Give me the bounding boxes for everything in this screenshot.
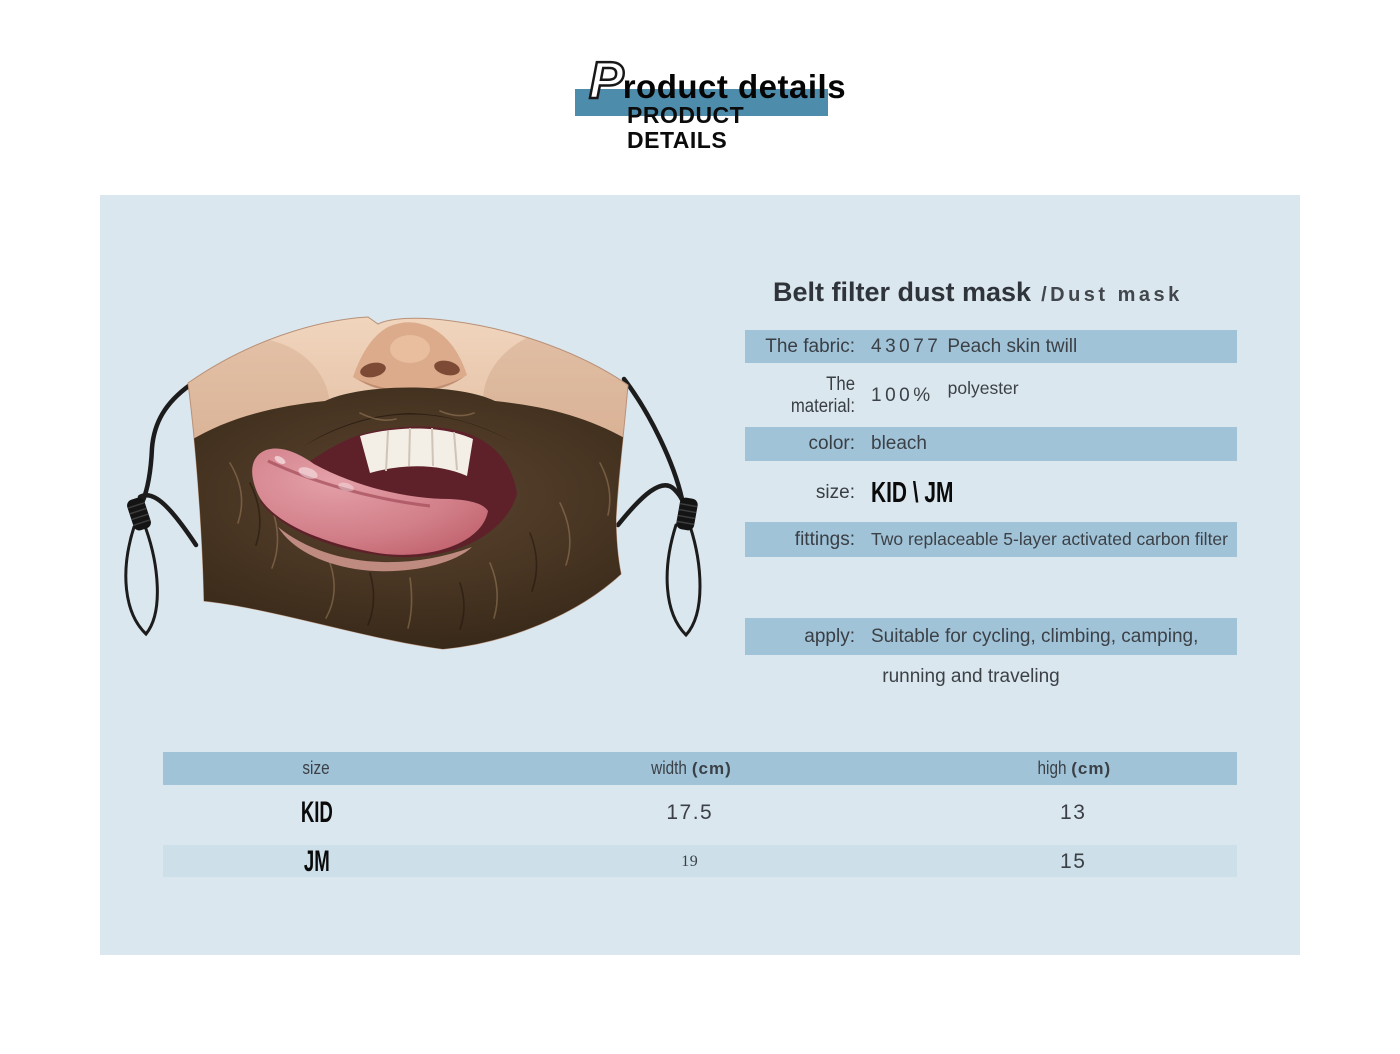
spec-row-size bbox=[745, 473, 1237, 513]
spec-row-fabric bbox=[745, 330, 1237, 363]
title-rest: roduct details bbox=[622, 68, 847, 105]
ear-loop-left bbox=[125, 385, 196, 634]
product-title-main: Belt filter dust mask bbox=[773, 277, 1032, 307]
spec-value-apply: Suitable for cycling, climbing, camping, bbox=[871, 625, 1199, 647]
product-panel bbox=[100, 195, 1300, 955]
col-header-size: size bbox=[301, 758, 330, 778]
spec-value-apply-line2: running and traveling bbox=[882, 666, 1060, 687]
table-row-jm bbox=[163, 845, 1237, 877]
page-subtitle bbox=[627, 103, 744, 152]
cell-size: KID bbox=[300, 796, 333, 829]
cell-size: JM bbox=[303, 845, 330, 878]
spec-label-material: The material: bbox=[790, 374, 855, 417]
table-row-kid bbox=[163, 789, 1237, 837]
spec-row-fittings bbox=[745, 522, 1237, 557]
product-title bbox=[773, 277, 1183, 308]
cell-width: 19 bbox=[681, 853, 699, 870]
spec-value-material: 100% polyester bbox=[871, 378, 1019, 406]
spec-label-size: size: bbox=[815, 482, 855, 503]
product-image-mask bbox=[110, 313, 710, 655]
col-header-width: width (cm) bbox=[650, 758, 732, 778]
cell-width: 17.5 bbox=[666, 801, 714, 824]
ear-loop-right bbox=[618, 379, 700, 635]
spec-row-color bbox=[745, 427, 1237, 461]
spec-label-color: color: bbox=[808, 433, 855, 454]
col-header-high: high (cm) bbox=[1037, 758, 1112, 778]
spec-label-fabric: The fabric: bbox=[765, 335, 855, 357]
spec-value-fabric: 43077 Peach skin twill bbox=[871, 335, 1078, 357]
spec-row-apply bbox=[745, 618, 1237, 655]
subtitle-line-1: PRODUCT bbox=[627, 102, 745, 128]
cell-high: 13 bbox=[1060, 801, 1087, 824]
page-title bbox=[589, 52, 847, 110]
spec-value-fittings: Two replaceable 5-layer activated carbon filter bbox=[871, 529, 1228, 549]
spec-row-material bbox=[745, 374, 1237, 417]
size-table-header bbox=[163, 752, 1237, 785]
spec-label-fittings: fittings: bbox=[794, 528, 855, 550]
title-initial: P bbox=[589, 52, 624, 110]
spec-label-apply: apply: bbox=[804, 625, 855, 647]
product-title-suffix: /Dust mask bbox=[1041, 284, 1183, 306]
subtitle-line-2: DETAILS bbox=[627, 126, 728, 153]
cell-high: 15 bbox=[1060, 850, 1087, 873]
spec-value-size: KID \ JM bbox=[871, 476, 954, 509]
spec-value-color: bleach bbox=[871, 433, 927, 454]
